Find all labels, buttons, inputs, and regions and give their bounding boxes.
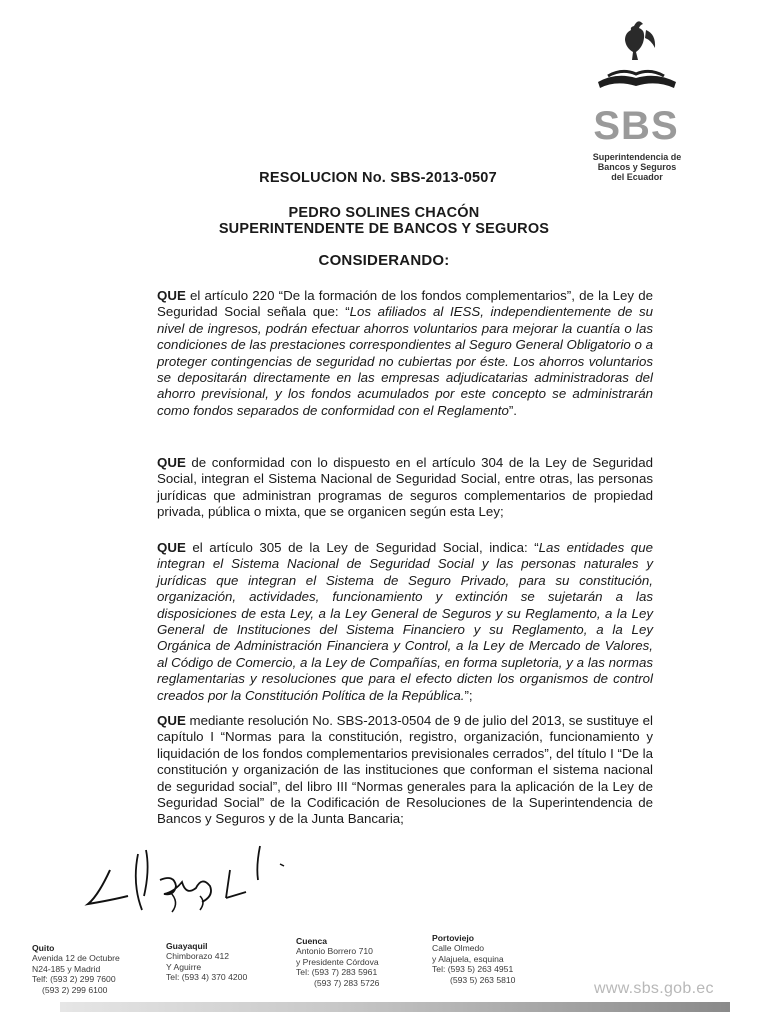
office-line: y Alajuela, esquina	[432, 953, 504, 964]
footer-office-guayaquil	[166, 941, 247, 983]
office-city: Portoviejo	[432, 933, 475, 943]
resolution-title: RESOLUCION No. SBS-2013-0507	[259, 170, 497, 186]
paragraph-text: de conformidad con lo dispuesto en el artículo 304 de la Ley de Seguridad Social, integran el Sistema Nacional de Seguridad Social, entre otras, las personas jurídicas que administran programas de seguros complementarios de propiedad privada, pública o mixta, que se organicen según esta Ley;	[157, 455, 653, 520]
office-city: Cuenca	[296, 936, 328, 946]
office-line: Avenida 12 de Octubre	[32, 953, 120, 964]
office-line: Tel: (593 7) 283 5961	[296, 967, 378, 978]
office-city: Guayaquil	[166, 941, 208, 951]
considerando-paragraph	[157, 713, 653, 828]
paragraph-lead: QUE	[157, 713, 186, 728]
logo-caption-line: Superintendencia de	[592, 152, 682, 162]
office-line: (593 2) 299 6100	[42, 984, 108, 995]
signer-name: PEDRO SOLINES CHACÓN	[288, 205, 480, 221]
office-city: Quito	[32, 943, 55, 953]
website-url: www.sbs.gob.ec	[594, 980, 714, 997]
rooster-book-icon	[594, 18, 680, 90]
paragraph-text-end: ”;	[464, 687, 473, 703]
footer-office-portoviejo	[432, 933, 515, 985]
office-line: (593 5) 263 5810	[450, 974, 516, 985]
signer-position: SUPERINTENDENTE DE BANCOS Y SEGUROS	[218, 221, 550, 237]
paragraph-text-end: ”.	[508, 402, 517, 418]
logo-letters: SBS	[593, 104, 679, 148]
logo-caption-line: del Ecuador	[611, 172, 663, 182]
paragraph-lead: QUE	[157, 288, 186, 303]
office-line: Telf: (593 2) 299 7600	[32, 974, 116, 985]
considerando-paragraph	[157, 288, 653, 419]
handwritten-signature	[80, 840, 320, 930]
paragraph-lead: QUE	[157, 455, 186, 470]
office-line: (593 7) 283 5726	[314, 977, 380, 988]
paragraph-text: mediante resolución No. SBS-2013-0504 de 9 de julio del 2013, se sustituye el capítulo I “Normas para la constitución, registro, organización, funcionamiento y liquidación de los fondos complementarios previsionales cerrados”, del título I “De la constitución y organización de las instituciones que conforman el sistema nacional de seguridad social”, del libro III “Normas generales para la aplicación de la Ley de Seguridad Social” de la Codificación de Resoluciones de la Superintendencia de Bancos y Seguros y de la Junta Bancaria;	[157, 713, 653, 827]
office-line: Tel: (593 5) 263 4951	[432, 964, 514, 975]
logo-caption-line: Bancos y Seguros	[597, 162, 677, 172]
office-line: N24-185 y Madrid	[32, 963, 101, 974]
office-line: Antonio Borrero 710	[296, 946, 373, 957]
paragraph-text: el artículo 305 de la Ley de Seguridad Social, indica: “	[185, 540, 539, 555]
footer-office-quito	[32, 943, 120, 995]
considerando-paragraph	[157, 455, 653, 521]
footer-office-cuenca	[296, 936, 379, 988]
sbs-logo	[582, 18, 692, 182]
office-line: y Presidente Córdova	[296, 956, 379, 967]
paragraph-lead: QUE	[157, 540, 186, 555]
paragraph-text: el artículo 220 “De la formación de los fondos complementarios”, de la Ley de Seguridad Social señala que: “	[157, 288, 653, 320]
paragraph-quote: Las entidades que integran el Sistema Nacional de Seguridad Social y las personas naturales y jurídicas que integran el Sistema de Seguro Privado, para su constitución, organización, actividades, funcionamiento y extinción se sujetarán a las disposiciones de esta Ley, a la Ley General de Seguros y su Reglamento, a la Ley General de Instituciones del Sistema Financiero y su Reglamento, a la Ley Orgánica de Administración Financiera y Control, a la Ley de Mercado de Valores, al Código de Comercio, a la Ley de Compañías, en forma supletoria, y a las normas reglamentarias y resoluciones que para el efecto dicten los organismos de control creados por la Constitución Política de la República.	[157, 540, 653, 703]
considerando-paragraph	[157, 540, 653, 704]
footer-bar	[60, 1002, 730, 1012]
signer-block	[0, 205, 768, 237]
paragraph-quote: Los afiliados al IESS, independientemente de su nivel de ingresos, podrán efectuar ahorros voluntarios para mejorar la cuantía o las condiciones de las prestaciones correspondientes al Seguro General Obligatorio o a proteger contingencias de seguridad no cubiertas por éste. Los ahorros voluntarios se depositarán directamente en las empresas adjudicatarias administradoras del ahorro previsional, y los fondos acumulados por este concepto se administrarán como fondos separados de conformidad con el Reglamento	[157, 304, 654, 418]
office-line: Chimborazo 412	[166, 951, 230, 962]
section-heading: CONSIDERANDO:	[318, 252, 450, 269]
office-line: Tel: (593 4) 370 4200	[166, 972, 248, 983]
office-line: Calle Olmedo	[432, 943, 485, 954]
office-line: Y Aguirre	[166, 961, 202, 972]
